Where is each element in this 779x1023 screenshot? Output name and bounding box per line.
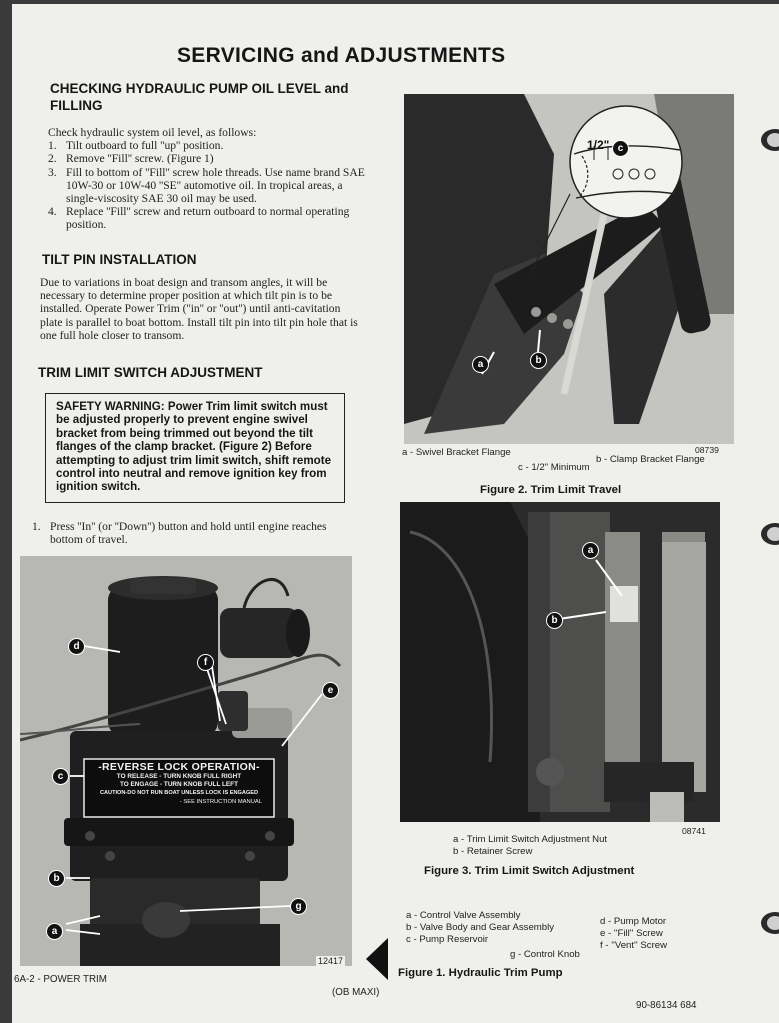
figure3-photo-number: 08741	[682, 826, 706, 836]
callout-c: c	[52, 768, 69, 785]
callout-a: a	[472, 356, 489, 373]
oil-level-intro: Check hydraulic system oil level, as follows:	[48, 126, 257, 139]
list-item: 3. Fill to bottom of ''Fill'' screw hole threads. Use name brand SAE 10W-30 or 10W-40 ''SE'' automotive oil. In tropical areas, a single-viscosity SAE 30 oil may be used.	[48, 165, 365, 206]
callout-b: b	[546, 612, 563, 629]
callout-c: c	[612, 140, 629, 157]
figure2-title: Figure 2. Trim Limit Travel	[480, 484, 622, 496]
figure2-legend-c: c - 1/2" Minimum	[518, 462, 590, 473]
binder-ring-icon	[753, 126, 779, 154]
figure3-title: Figure 3. Trim Limit Switch Adjustment	[424, 865, 635, 877]
trim-travel-illustration	[404, 94, 734, 444]
figure1-title: Figure 1. Hydraulic Trim Pump	[398, 967, 563, 979]
figure3-legend-b: b - Retainer Screw	[453, 846, 533, 857]
section-heading-tilt-pin: TILT PIN INSTALLATION	[42, 252, 197, 267]
plate-title: -REVERSE LOCK OPERATION-	[98, 761, 260, 773]
page-title: SERVICING and ADJUSTMENTS	[177, 44, 506, 67]
callout-f: f	[197, 654, 214, 671]
callout-a: a	[46, 923, 63, 940]
arrow-left-icon	[366, 938, 388, 980]
plate-line: TO RELEASE - TURN KNOB FULL RIGHT	[116, 773, 242, 780]
binder-ring-icon	[753, 909, 779, 937]
plate-footer: - SEE INSTRUCTION MANUAL	[179, 799, 262, 805]
section-heading-trim-limit: TRIM LIMIT SWITCH ADJUSTMENT	[38, 365, 263, 380]
figure1-legend-b: b - Valve Body and Gear Assembly	[406, 922, 555, 933]
figure2-legend-a: a - Swivel Bracket Flange	[402, 447, 511, 458]
figure2-photo	[404, 94, 734, 444]
footer-model: (OB MAXI)	[332, 987, 380, 998]
figure2-photo-number: 08739	[695, 445, 719, 455]
figure1-legend-c: c - Pump Reservoir	[406, 934, 489, 945]
callout-b: b	[530, 352, 547, 369]
figure1-photo-number: 12417	[318, 956, 344, 966]
figure1-legend-d: d - Pump Motor	[600, 916, 667, 927]
section-heading-oil-level: CHECKING HYDRAULIC PUMP OIL LEVEL and FILLING	[50, 81, 349, 113]
callout-d: d	[68, 638, 85, 655]
inset-dimension-label: 1/2"	[587, 138, 610, 152]
list-item: 4. Replace ''Fill'' screw and return outboard to normal operating position.	[48, 205, 350, 232]
figure3-photo	[400, 502, 720, 822]
figure2-legend-b: b - Clamp Bracket Flange	[596, 454, 705, 465]
binder-ring-icon	[753, 520, 779, 548]
trim-switch-illustration	[400, 502, 720, 822]
callout-g: g	[290, 898, 307, 915]
plate-line: TO ENGAGE - TURN KNOB FULL LEFT	[120, 781, 238, 788]
callout-a: a	[582, 542, 599, 559]
trim-limit-step	[32, 520, 354, 546]
figure1-photo	[20, 556, 352, 966]
oil-level-text	[48, 126, 368, 232]
figure1-legend-e: e - ''Fill'' Screw	[600, 928, 663, 939]
tilt-pin-text: Due to variations in boat design and transom angles, it will be necessary to determine proper position at which tilt pin is to be installed. Operate Power Trim (''in'' or ''out'') until anti-cavitation plate is parallel to boat bottom. Install tilt pin into tilt pin hole that is one full hole closer to transom.	[40, 276, 358, 342]
figure1-legend-f: f - ''Vent'' Screw	[600, 940, 668, 951]
figure1-legend-g: g - Control Knob	[510, 949, 580, 960]
figure1-legend-a: a - Control Valve Assembly	[406, 910, 521, 921]
manual-page	[12, 4, 779, 1023]
callout-e: e	[322, 682, 339, 699]
list-item: 1. Press ''In'' (or ''Down'') button and hold until engine reaches bottom of travel.	[32, 520, 327, 547]
plate-line: CAUTION-DO NOT RUN BOAT UNLESS LOCK IS ENGAGED	[99, 790, 259, 796]
callout-b: b	[48, 870, 65, 887]
list-item: 1. Tilt outboard to full ''up'' position.	[48, 139, 224, 153]
footer-section-label: 6A-2 - POWER TRIM	[14, 974, 107, 985]
footer-part-number: 90-86134 684	[636, 1000, 697, 1011]
list-item: 2. Remove ''Fill'' screw. (Figure 1)	[48, 152, 214, 166]
figure3-legend-a: a - Trim Limit Switch Adjustment Nut	[453, 834, 608, 845]
oil-level-steps	[48, 139, 368, 231]
safety-warning-box: SAFETY WARNING: Power Trim limit switch must be adjusted properly to prevent engine swivel bracket from being trimmed out beyond the tilt flanges of the clamp bracket. (Figure 2) Before attempting to adjust trim limit switch, shift remote control into neutral and remove ignition key from ignition switch.	[45, 393, 345, 503]
